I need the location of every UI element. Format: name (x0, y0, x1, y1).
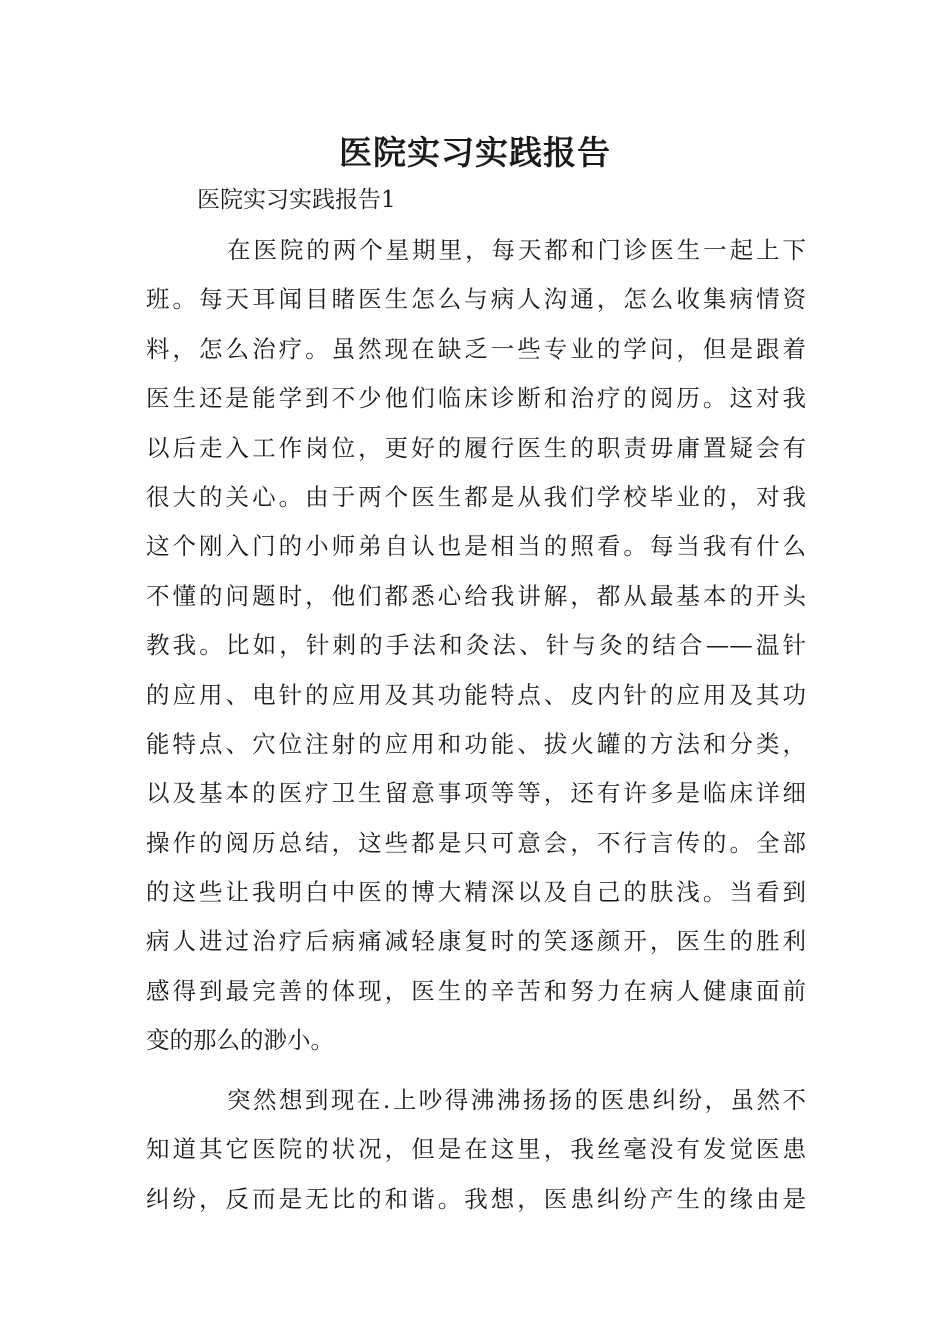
text-line: 很大的关心。由于两个医生都是从我们学校毕业的，对我 (146, 482, 806, 511)
text-line: 医生还是能学到不少他们临床诊断和治疗的阅历。这对我 (146, 384, 806, 413)
document-subtitle: 医院实习实践报告1 (197, 187, 396, 213)
paragraph-2 (146, 1076, 806, 1224)
text-line: 料，怎么治疗。虽然现在缺乏一些专业的学问，但是跟着 (146, 334, 806, 363)
paragraph-1 (146, 226, 806, 1066)
text-line: 的应用、电针的应用及其功能特点、皮内针的应用及其功 (146, 680, 806, 709)
text-line: 以及基本的医疗卫生留意事项等等，还有许多是临床详细 (146, 779, 806, 808)
text-line: 变的那么的渺小。 (146, 1026, 334, 1055)
text-line: 能特点、穴位注射的应用和功能、拔火罐的方法和分类， (146, 729, 806, 758)
text-line: 教我。比如，针刺的手法和灸法、针与灸的结合——温针 (146, 631, 806, 660)
text-line: 操作的阅历总结，这些都是只可意会，不行言传的。全部 (146, 828, 806, 857)
text-line: 这个刚入门的小师弟自认也是相当的照看。每当我有什么 (146, 532, 806, 561)
text-line: 不懂的问题时，他们都悉心给我讲解，都从最基本的开头 (146, 581, 806, 610)
text-line: 病人进过治疗后病痛减轻康复时的笑逐颜开，医生的胜利 (146, 927, 806, 956)
document-title: 医院实习实践报告 (339, 133, 611, 172)
text-line: 班。每天耳闻目睹医生怎么与病人沟通，怎么收集病情资 (146, 285, 806, 314)
text-line: 感得到最完善的体现，医生的辛苦和努力在病人健康面前 (146, 976, 806, 1005)
text-line: 的这些让我明白中医的博大精深以及自己的肤浅。当看到 (146, 878, 806, 907)
text-line: 知道其它医院的状况，但是在这里，我丝毫没有发觉医患 (146, 1135, 806, 1164)
text-line: 在医院的两个星期里，每天都和门诊医生一起上下 (227, 236, 806, 264)
text-line: 纠纷，反而是无比的和谐。我想，医患纠纷产生的缘由是 (146, 1184, 806, 1213)
text-line: 突然想到现在.上吵得沸沸扬扬的医患纠纷，虽然不 (227, 1086, 806, 1114)
text-line: 以后走入工作岗位，更好的履行医生的职责毋庸置疑会有 (146, 433, 806, 462)
